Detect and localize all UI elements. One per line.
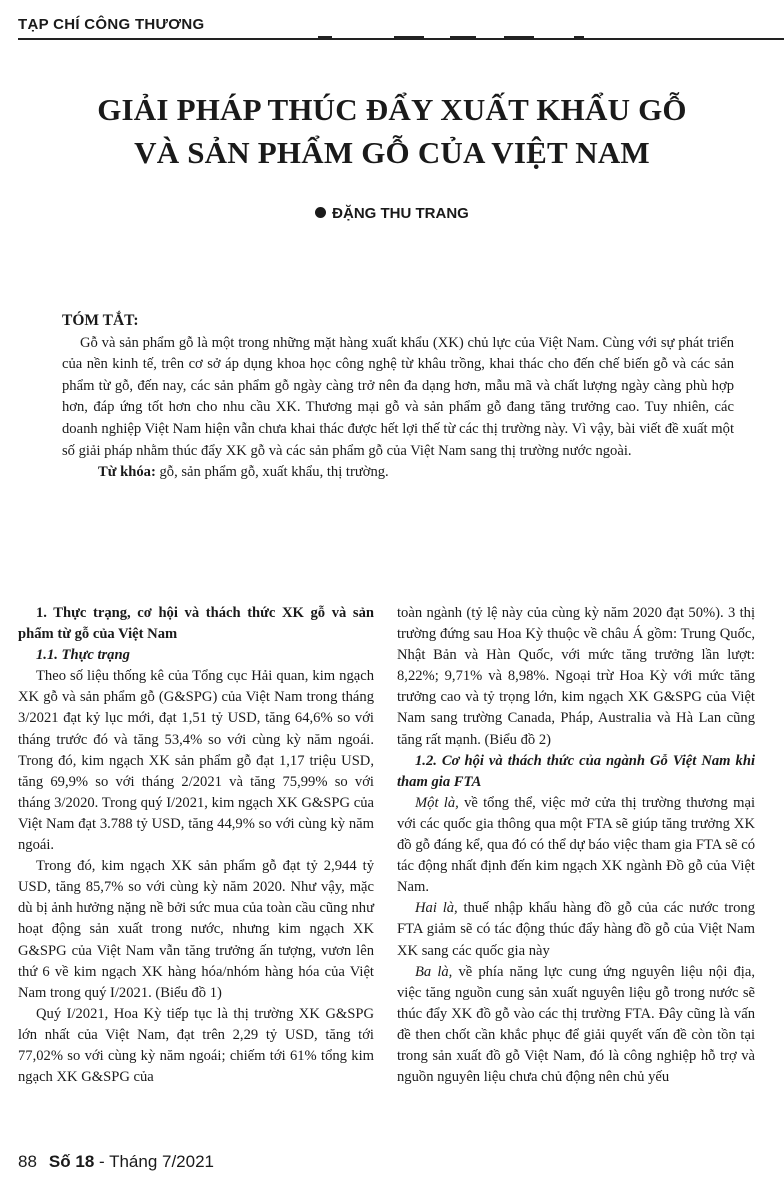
paragraph-text: thuế nhập khẩu hàng đồ gỗ của các nước trong FTA giảm sẽ có tác động thúc đẩy hàng đồ gỗ của Việt Nam XK sang các quốc gia này xyxy=(397,900,756,959)
header-dash xyxy=(450,36,476,39)
subsection-heading: 1.2. Cơ hội và thách thức của ngành Gỗ Việt Nam khi tham gia FTA xyxy=(397,752,755,790)
journal-name: TẠP CHÍ CÔNG THƯƠNG xyxy=(18,16,205,33)
paragraph xyxy=(397,793,755,898)
header-dash xyxy=(318,36,332,39)
author xyxy=(0,205,784,222)
keywords-text: gỗ, sản phẩm gỗ, xuất khẩu, thị trường. xyxy=(155,464,389,481)
paragraph-lead: Ba là, xyxy=(415,963,453,980)
abstract-body: Gỗ và sản phẩm gỗ là một trong những mặt hàng xuất khẩu (XK) chủ lực của Việt Nam. Cùng với sự phát triển của nền kinh tế, trên cơ sở áp dụng khoa học công nghệ từ khâu trồng, khai thác cho đến chế biến gỗ và các sản phẩm từ gỗ, đến nay, các sản phẩm gỗ ngày càng trở nên đa dạng hơn, mẫu mã và chất lượng ngày càng phù hợp hơn, đáp ứng tốt hơn cho nhu cầu XK. Thương mại gỗ và sản phẩm gỗ đang tăng trưởng cao. Tuy nhiên, các doanh nghiệp Việt Nam hiện vẫn chưa khai thác được hết lợi thế từ các thị trường này. Vì vậy, bài viết đề xuất một số giải pháp nhằm thúc đẩy XK gỗ và các sản phẩm gỗ của Việt Nam sang thị trường nước ngoài. xyxy=(62,334,734,459)
paragraph-text: về tổng thể, việc mở cửa thị trường thương mại với các quốc gia thông qua một FTA sẽ giúp tăng trưởng XK đồ gỗ đáng kể, qua đó có thể dự báo việc tham gia FTA sẽ có tác động nhất định đến kim ngạch XK ngành Đồ gỗ của Việt Nam. xyxy=(397,794,755,896)
paragraph-lead: Một là, xyxy=(415,794,459,811)
paragraph-text: về phía năng lực cung ứng nguyên liệu nội địa, việc tăng nguồn cung sản xuất nguyên liệu gỗ trong nước sẽ thúc đẩy XK đồ gỗ vào các thị trường FTA. Đây cũng là vấn đề then chốt cần khắc phục để giải quyết vấn đề còn tồn tại trong sản xuất đồ gỗ Việt Nam, đó là công nghiệp hỗ trợ và nguồn nguyên liệu chưa chủ động nên chủ yếu xyxy=(397,963,755,1086)
paragraph: toàn ngành (tỷ lệ này của cùng kỳ năm 2020 đạt 50%). 3 thị trường đứng sau Hoa Kỳ thuộc về châu Á gồm: Trung Quốc, Nhật Bản và Hàn Quốc, với mức tăng trưởng lần lượt: 8,22%; 9,71% và 8,98%. Ngoại trừ Hoa Kỳ với mức tăng trưởng cao và tỷ trọng lớn, kim ngạch XK G&SPG của Việt Nam sang trường Canada, Pháp, Australia và Hà Lan cũng tăng rất mạnh. (Biểu đồ 2) xyxy=(397,605,755,748)
page-header xyxy=(18,14,784,48)
header-dash xyxy=(504,36,534,39)
section-heading: 1. Thực trạng, cơ hội và thách thức XK gỗ và sản phẩm từ gỗ của Việt Nam xyxy=(18,605,374,643)
paragraph: Theo số liệu thống kê của Tổng cục Hải quan, kim ngạch XK gỗ và sản phẩm gỗ (G&SPG) của Việt Nam trong tháng 3/2021 đạt kỷ lục mới, đạt 1,51 tỷ USD, tăng 64,6% so với tháng trước đó và tăng 53,4% so với cùng kỳ năm ngoái. Trong đó, kim ngạch XK sản phẩm gỗ đạt 1,17 triệu USD, tăng 69,9% so với tháng 2/2021 và tăng 75,99% so với tháng 3/2020. Trong quý I/2021, kim ngạch XK G&SPG của Việt Nam đạt 3.788 tỷ USD, tăng 44,9% so với cùng kỳ năm ngoái. xyxy=(18,668,374,854)
page-number: 88 xyxy=(18,1152,37,1171)
header-dash xyxy=(574,36,584,39)
article-title xyxy=(40,88,744,174)
keywords xyxy=(62,462,734,484)
paragraph xyxy=(397,962,755,1089)
right-column xyxy=(397,603,755,1088)
author-name: ĐẶNG THU TRANG xyxy=(332,205,469,222)
paragraph-lead: Hai là, xyxy=(415,900,458,917)
paragraph: Quý I/2021, Hoa Kỳ tiếp tục là thị trường XK G&SPG lớn nhất của Việt Nam, đạt trên 2,29 tỷ USD, tăng tới 77,02% so với cùng kỳ năm ngoái; chiếm tới 61% tổng kim ngạch XK G&SPG của xyxy=(18,1005,374,1086)
paragraph: Trong đó, kim ngạch XK sản phẩm gỗ đạt tỷ 2,944 tỷ USD, tăng 85,7% so với cùng kỳ năm 2020. Như vậy, mặc dù bị ảnh hưởng nặng nề bởi sức mua của toàn cầu cũng như hoạt động sản xuất trong nước, nhưng kim ngạch XK G&SPG của Việt Nam vẫn tăng trưởng ấn tượng, vươn lên thứ 6 về kim ngạch XK hàng hóa/nhóm hàng hóa của Việt Nam trong quý I/2021. (Biểu đồ 1) xyxy=(18,858,374,1001)
subsection-heading: 1.1. Thực trạng xyxy=(36,647,130,664)
left-column xyxy=(18,603,374,1088)
issue-number: Số 18 xyxy=(48,1152,95,1171)
keywords-label: Từ khóa: xyxy=(98,464,156,481)
abstract-heading: TÓM TẮT: xyxy=(62,312,139,329)
title-line-2: VÀ SẢN PHẨM GỖ CỦA VIỆT NAM xyxy=(134,135,650,170)
header-dash xyxy=(394,36,424,39)
title-line-1: GIẢI PHÁP THÚC ĐẨY XUẤT KHẨU GỖ xyxy=(97,92,687,127)
page-footer xyxy=(18,1152,214,1172)
bullet-icon xyxy=(315,207,326,218)
issue-date: - Tháng 7/2021 xyxy=(94,1152,215,1171)
paragraph xyxy=(397,898,755,961)
abstract xyxy=(62,310,734,484)
